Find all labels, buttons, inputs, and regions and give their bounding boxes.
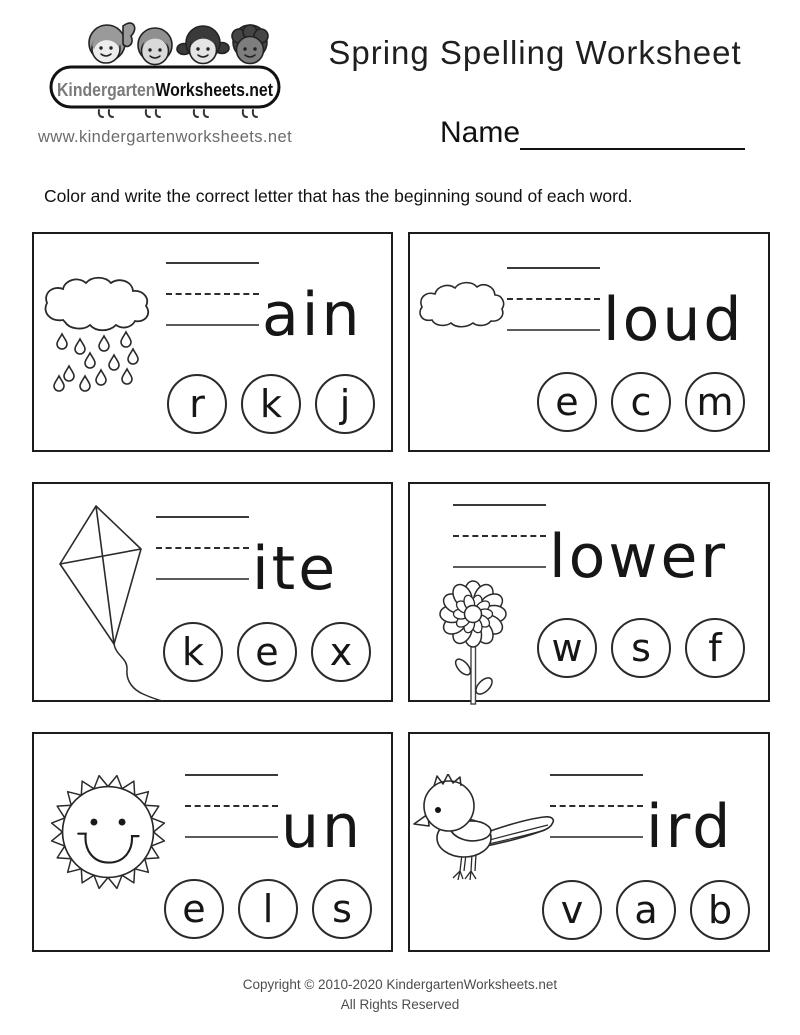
letter-choice[interactable] bbox=[685, 372, 745, 432]
handwriting-lines bbox=[453, 504, 546, 568]
handwriting-lines bbox=[166, 262, 259, 326]
choice-letter: c bbox=[630, 380, 652, 424]
letter-choice[interactable] bbox=[611, 372, 671, 432]
writing-area[interactable] bbox=[166, 262, 363, 350]
sun-icon bbox=[46, 770, 170, 894]
letter-choice[interactable] bbox=[616, 880, 676, 940]
base-line bbox=[156, 578, 249, 580]
name-label: Name bbox=[440, 116, 521, 149]
dashed-midline bbox=[453, 535, 546, 537]
word-card-kite bbox=[32, 482, 393, 702]
top-line bbox=[156, 516, 249, 518]
handwriting-lines bbox=[156, 516, 249, 580]
letter-choices bbox=[542, 880, 750, 940]
logo bbox=[45, 14, 285, 131]
letter-choices bbox=[163, 622, 371, 682]
choice-letter: k bbox=[259, 382, 282, 426]
letter-choices bbox=[537, 618, 745, 678]
logo-kids-icon bbox=[45, 14, 285, 126]
word-card-sun bbox=[32, 732, 393, 952]
choice-letter: e bbox=[555, 380, 579, 424]
top-line bbox=[453, 504, 546, 506]
letter-choice[interactable] bbox=[167, 374, 227, 434]
dashed-midline bbox=[185, 805, 278, 807]
flower-icon bbox=[438, 580, 508, 706]
letter-choice[interactable] bbox=[685, 618, 745, 678]
letter-choice[interactable] bbox=[237, 622, 297, 682]
page-title: Spring Spelling Worksheet bbox=[328, 34, 742, 71]
writing-area[interactable] bbox=[550, 774, 734, 862]
letter-choices bbox=[164, 879, 372, 939]
name-row bbox=[440, 112, 745, 150]
letter-choice[interactable] bbox=[164, 879, 224, 939]
letter-choices bbox=[537, 372, 745, 432]
choice-letter: j bbox=[339, 382, 351, 426]
writing-area[interactable] bbox=[453, 504, 729, 592]
choice-letter: b bbox=[707, 888, 733, 932]
letter-choice[interactable] bbox=[315, 374, 375, 434]
letter-choice[interactable] bbox=[163, 622, 223, 682]
base-line bbox=[453, 566, 546, 568]
handwriting-lines bbox=[507, 267, 600, 331]
writing-area[interactable] bbox=[507, 267, 745, 355]
logo-text: KindergartenWorksheets.net bbox=[57, 80, 285, 100]
word-card-bird bbox=[408, 732, 770, 952]
base-line bbox=[550, 836, 643, 838]
top-line bbox=[185, 774, 278, 776]
letter-choice[interactable] bbox=[611, 618, 671, 678]
top-line bbox=[507, 267, 600, 269]
letter-choice[interactable] bbox=[311, 622, 371, 682]
rights-text: All Rights Reserved bbox=[340, 996, 460, 1012]
top-line bbox=[550, 774, 643, 776]
choice-letter: a bbox=[634, 888, 658, 932]
choice-letter: l bbox=[262, 887, 274, 931]
choice-letter: w bbox=[551, 626, 583, 670]
choice-letter: v bbox=[560, 888, 584, 932]
handwriting-lines bbox=[185, 774, 278, 838]
dashed-midline bbox=[507, 298, 600, 300]
name-input-line[interactable] bbox=[520, 112, 745, 150]
word-cards-grid bbox=[32, 232, 770, 952]
letter-choices bbox=[167, 374, 375, 434]
dashed-midline bbox=[550, 805, 643, 807]
word-ending: ird bbox=[646, 792, 734, 862]
choice-letter: f bbox=[708, 626, 722, 670]
letter-choice[interactable] bbox=[537, 372, 597, 432]
dashed-midline bbox=[156, 547, 249, 549]
base-line bbox=[185, 836, 278, 838]
letter-choice[interactable] bbox=[542, 880, 602, 940]
word-ending: un bbox=[281, 792, 364, 862]
dashed-midline bbox=[166, 293, 259, 295]
choice-letter: e bbox=[255, 630, 279, 674]
word-card-flower bbox=[408, 482, 770, 702]
letter-choice[interactable] bbox=[690, 880, 750, 940]
website-url: www.kindergartenworksheets.net bbox=[37, 128, 293, 146]
bird-icon bbox=[412, 774, 560, 886]
choice-letter: k bbox=[181, 630, 204, 674]
choice-letter: x bbox=[329, 630, 353, 674]
instructions-text: Color and write the correct letter that has the beginning sound of each word. bbox=[44, 186, 633, 206]
word-card-cloud bbox=[408, 232, 770, 452]
letter-choice[interactable] bbox=[238, 879, 298, 939]
top-line bbox=[166, 262, 259, 264]
rain-cloud-icon bbox=[38, 274, 156, 392]
word-ending: lower bbox=[549, 522, 729, 592]
choice-letter: s bbox=[332, 887, 352, 931]
word-ending: loud bbox=[603, 285, 745, 355]
writing-area[interactable] bbox=[185, 774, 364, 862]
letter-choice[interactable] bbox=[241, 374, 301, 434]
base-line bbox=[507, 329, 600, 331]
choice-letter: r bbox=[189, 382, 205, 426]
choice-letter: s bbox=[631, 626, 651, 670]
word-ending: ain bbox=[262, 280, 363, 350]
cloud-icon bbox=[416, 276, 508, 336]
letter-choice[interactable] bbox=[537, 618, 597, 678]
word-card-rain bbox=[32, 232, 393, 452]
footer bbox=[0, 975, 800, 1014]
choice-letter: m bbox=[696, 380, 734, 424]
base-line bbox=[166, 324, 259, 326]
handwriting-lines bbox=[550, 774, 643, 838]
letter-choice[interactable] bbox=[312, 879, 372, 939]
word-ending: ite bbox=[252, 534, 339, 604]
choice-letter: e bbox=[182, 887, 206, 931]
copyright-text: Copyright © 2010-2020 KindergartenWorksheets.net bbox=[242, 977, 558, 992]
writing-area[interactable] bbox=[156, 516, 339, 604]
